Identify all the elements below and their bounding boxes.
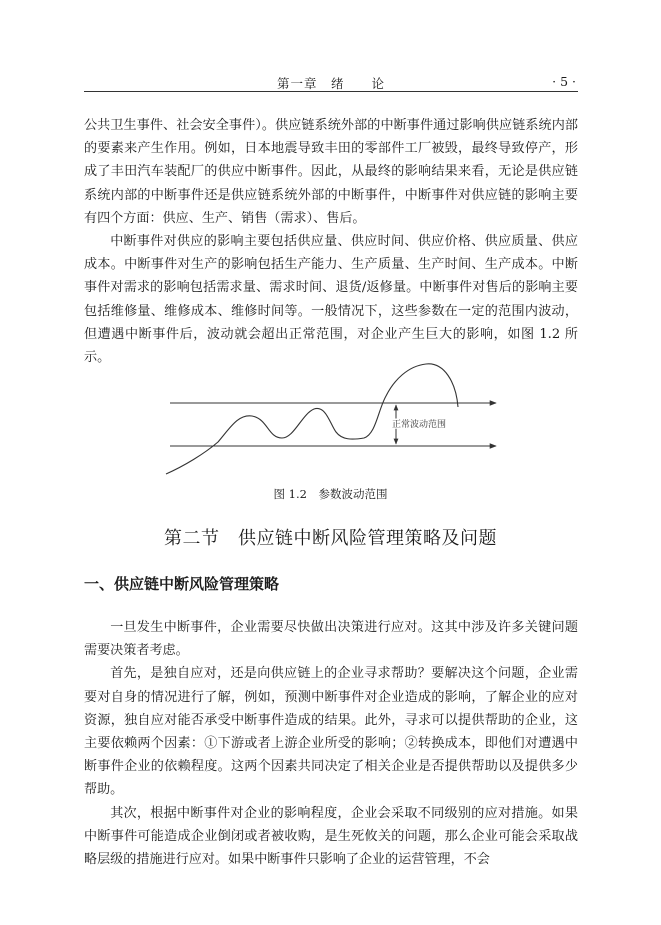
paragraph: 中断事件对供应的影响主要包括供应量、供应时间、供应价格、供应质量、供应成本。中断事件对生产的影响包括生产能力、生产质量、生产时间、生产成本。中断事件对需求的影响包括需求量、需求时间、退货/返修量。中断事件对售后的影响主要包括维修量、维修成本、维修时间等。一般情况下，这些参数在一定的范围内波动，但遭遇中断事件后，波动就会超出正常范围，对企业产生巨大的影响，如图 1.2 所示。 (84, 234, 578, 366)
section-title: 第二节 供应链中断风险管理策略及问题 (164, 528, 497, 549)
fluctuation-figure (160, 362, 500, 482)
page-number: · 5 · (552, 74, 576, 89)
chapter-title: 第一章 绪 论 (276, 76, 385, 91)
running-header (84, 70, 578, 92)
fluctuation-curve (166, 364, 458, 474)
subsection-title: 一、供应链中断风险管理策略 (84, 575, 280, 593)
figure-caption: 图 1.2 参数波动范围 (273, 487, 388, 501)
body-text-top (84, 114, 578, 369)
header-rule (84, 91, 578, 92)
paragraph: 公共卫生事件、社会安全事件）。供应链系统外部的中断事件通过影响供应链系统内部的要素来产生作用。例如，日本地震导致丰田的零部件工厂被毁，最终导致停产，形成了丰田汽车装配厂的供应中断事件。因此，从最终的影响结果来看，无论是供应链系统内部的中断事件还是供应链系统外部的中断事件，中断事件对供应链的影响主要有四个方面：供应、生产、销售（需求）、售后。 (84, 118, 578, 226)
paragraph: 其次，根据中断事件对企业的影响程度，企业会采取不同级别的应对措施。如果中断事件可能造成企业倒闭或者被收购，是生死攸关的问题，那么企业可能会采取战略层级的措施进行应对。如果中断事件只影响了企业的运营管理，不会 (84, 805, 578, 868)
body-text-bottom (84, 616, 578, 871)
paragraph: 一旦发生中断事件，企业需要尽快做出决策进行应对。这其中涉及许多关键问题需要决策者考虑。 (84, 620, 578, 659)
range-label: 正常波动范围 (392, 420, 447, 430)
paragraph: 首先，是独自应对，还是向供应链上的企业寻求帮助？要解决这个问题，企业需要对自身的情况进行了解，例如，预测中断事件对企业造成的影响，了解企业的应对资源，独自应对能否承受中断事件造成的结果。此外，寻求可以提供帮助的企业，这主要依赖两个因素：①下游或者上游企业所受的影响；②转换成本，即他们对遭遇中断事件企业的依赖程度。这两个因素共同决定了相关企业是否提供帮助以及提供多少帮助。 (84, 666, 578, 798)
